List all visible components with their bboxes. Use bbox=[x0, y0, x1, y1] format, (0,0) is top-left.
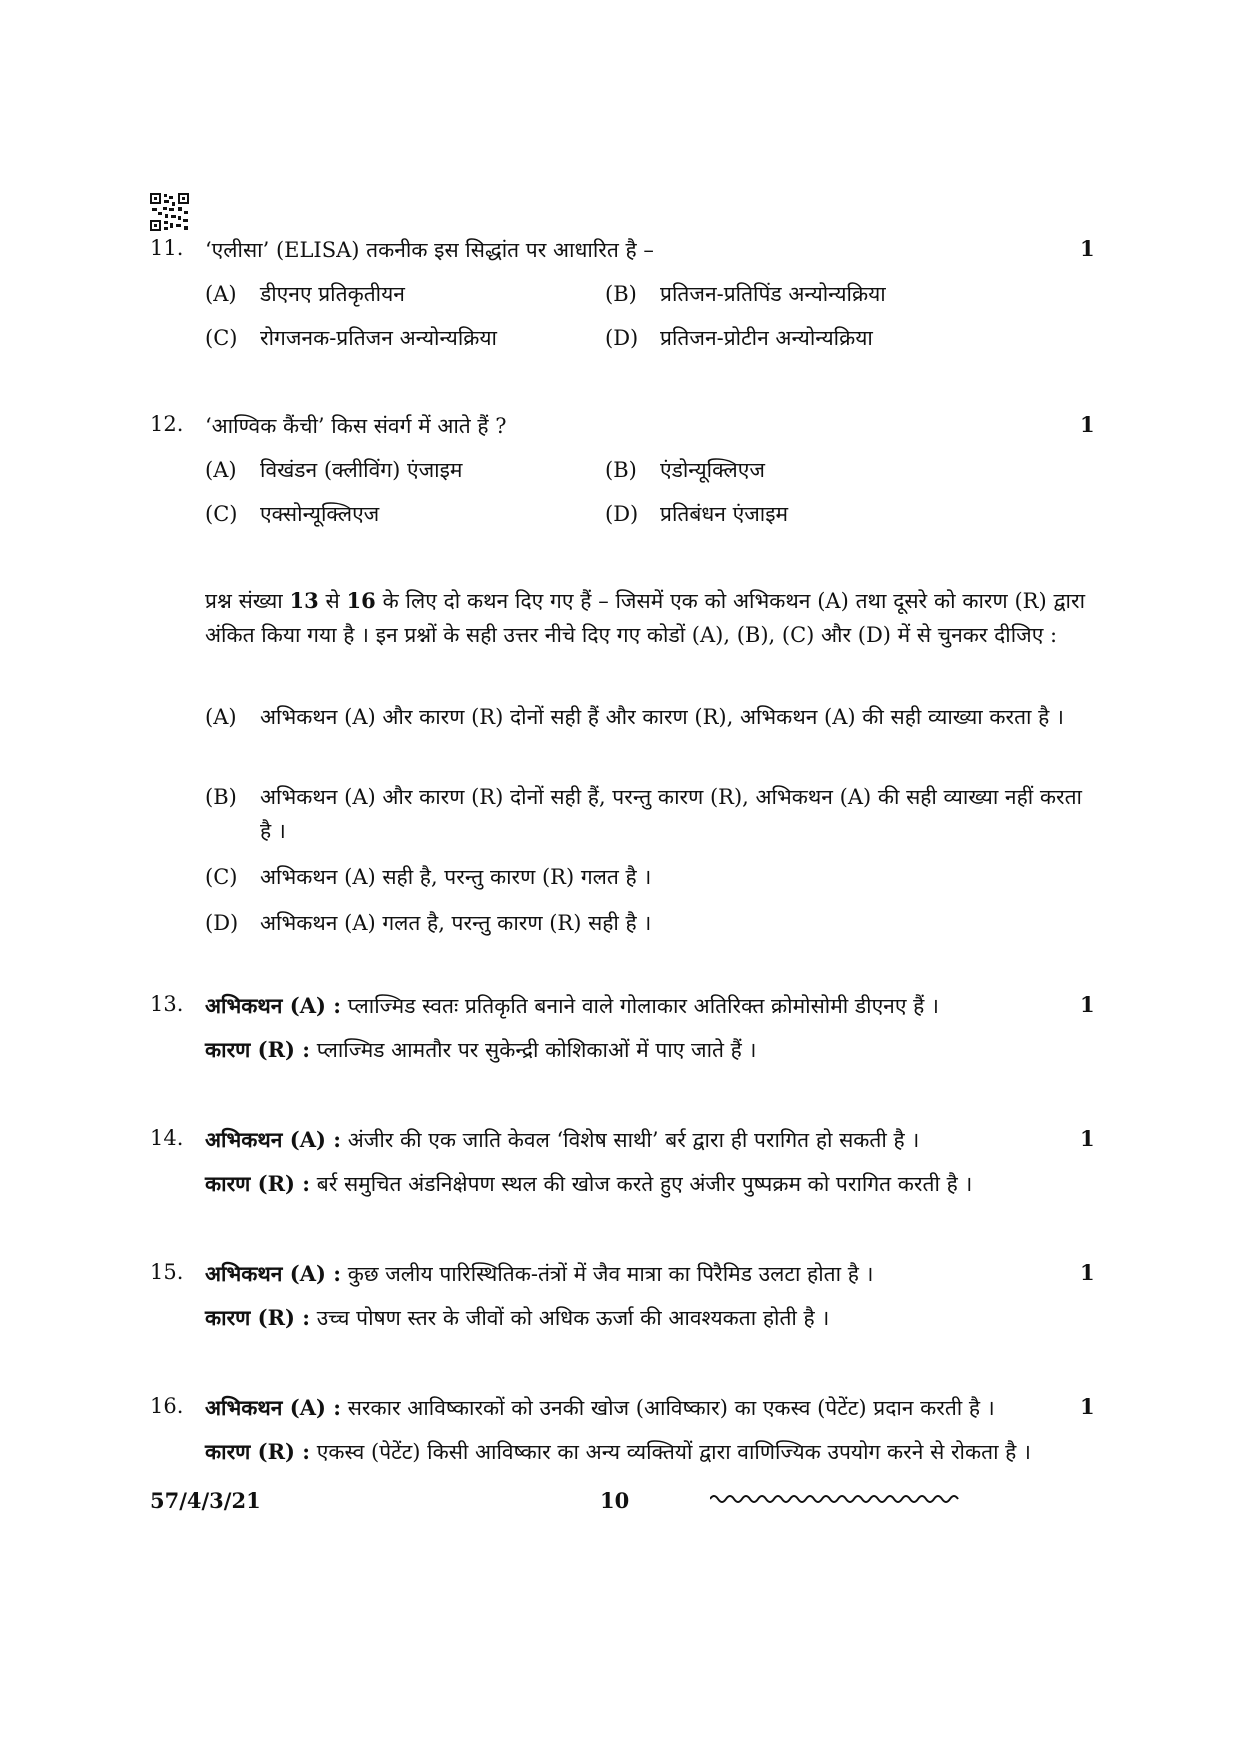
assertion: अभिकथन (A) : सरकार आविष्कारकों को उनकी खोज (आविष्कार) का एकस्व (पेटेंट) प्रदान करती है । bbox=[205, 1395, 995, 1420]
question-number: 14. bbox=[150, 1126, 184, 1150]
question-number: 13. bbox=[150, 992, 184, 1016]
assertion: अभिकथन (A) : अंजीर की एक जाति केवल ‘विशेष साथी’ बर्र द्वारा ही परागित हो सकती है । bbox=[205, 1127, 920, 1152]
question-text: ‘एलीसा’ (ELISA) तकनीक इस सिद्धांत पर आधारित है – bbox=[205, 238, 654, 262]
question-number: 11. bbox=[150, 236, 184, 260]
wavy-line-decoration bbox=[710, 1490, 965, 1508]
question-number: 12. bbox=[150, 412, 184, 436]
reason: कारण (R) : उच्च पोषण स्तर के जीवों को अधिक ऊर्जा की आवश्यकता होती है । bbox=[205, 1305, 830, 1330]
question-number: 16. bbox=[150, 1394, 184, 1418]
option-b: (B) प्रतिजन-प्रतिपिंड अन्योन्यक्रिया bbox=[605, 282, 886, 306]
marks: 1 bbox=[1080, 236, 1095, 261]
reason: कारण (R) : प्लाज्मिड आमतौर पर सुकेन्द्री कोशिकाओं में पाए जाते हैं । bbox=[205, 1037, 757, 1062]
paper-code: 57/4/3/21 bbox=[150, 1488, 261, 1513]
assertion-reason-instructions: प्रश्न संख्या 13 से 16 के लिए दो कथन दिए गए हैं – जिसमें एक को अभिकथन (A) तथा दूसरे को कारण (R) द्वारा अंकित किया गया है । इन प्रश्नों के सही उत्तर नीचे दिए गए कोडों (A), (B), (C) और (D) में से चुनकर दीजिए : bbox=[205, 588, 1086, 647]
marks: 1 bbox=[1080, 1126, 1095, 1151]
option-b: (B) एंडोन्यूक्लिएज bbox=[605, 458, 765, 482]
option-d: (D) प्रतिबंधन एंजाइम bbox=[605, 502, 789, 526]
option-a: (A) डीएनए प्रतिकृतीयन bbox=[205, 282, 405, 306]
question-text: ‘आण्विक कैंची’ किस संवर्ग में आते हैं ? bbox=[205, 414, 507, 438]
marks: 1 bbox=[1080, 1394, 1095, 1419]
option-a: (A) विखंडन (क्लीविंग) एंजाइम bbox=[205, 458, 463, 482]
reason: कारण (R) : बर्र समुचित अंडनिक्षेपण स्थल की खोज करते हुए अंजीर पुष्पक्रम को परागित करती है । bbox=[205, 1171, 973, 1196]
assertion: अभिकथन (A) : प्लाज्मिड स्वतः प्रतिकृति बनाने वाले गोलाकार अतिरिक्त क्रोमोसोमी डीएनए हैं । bbox=[205, 993, 939, 1018]
marks: 1 bbox=[1080, 992, 1095, 1017]
page-number: 10 bbox=[600, 1488, 630, 1513]
reason: कारण (R) : एकस्व (पेटेंट) किसी आविष्कार का अन्य व्यक्तियों द्वारा वाणिज्यिक उपयोग करने से रोकता है । bbox=[205, 1439, 1031, 1464]
question-number: 15. bbox=[150, 1260, 184, 1284]
code-c: (C) अभिकथन (A) सही है, परन्तु कारण (R) गलत है । bbox=[205, 865, 652, 889]
option-c: (C) रोगजनक-प्रतिजन अन्योन्यक्रिया bbox=[205, 326, 498, 350]
qr-code bbox=[150, 193, 189, 231]
marks: 1 bbox=[1080, 412, 1095, 437]
option-c: (C) एक्सोन्यूक्लिएज bbox=[205, 502, 380, 526]
code-d: (D) अभिकथन (A) गलत है, परन्तु कारण (R) सही है । bbox=[205, 911, 652, 935]
assertion: अभिकथन (A) : कुछ जलीय पारिस्थितिक-तंत्रों में जैव मात्रा का पिरैमिड उलटा होता है । bbox=[205, 1261, 874, 1286]
marks: 1 bbox=[1080, 1260, 1095, 1285]
code-a: (A) अभिकथन (A) और कारण (R) दोनों सही हैं और कारण (R), अभिकथन (A) की सही व्याख्या करता है । bbox=[205, 705, 1064, 729]
code-b: (B) अभिकथन (A) और कारण (R) दोनों सही हैं, परन्तु कारण (R), अभिकथन (A) की सही व्याख्या नहीं करता है । bbox=[205, 785, 1082, 843]
option-d: (D) प्रतिजन-प्रोटीन अन्योन्यक्रिया bbox=[605, 326, 873, 350]
